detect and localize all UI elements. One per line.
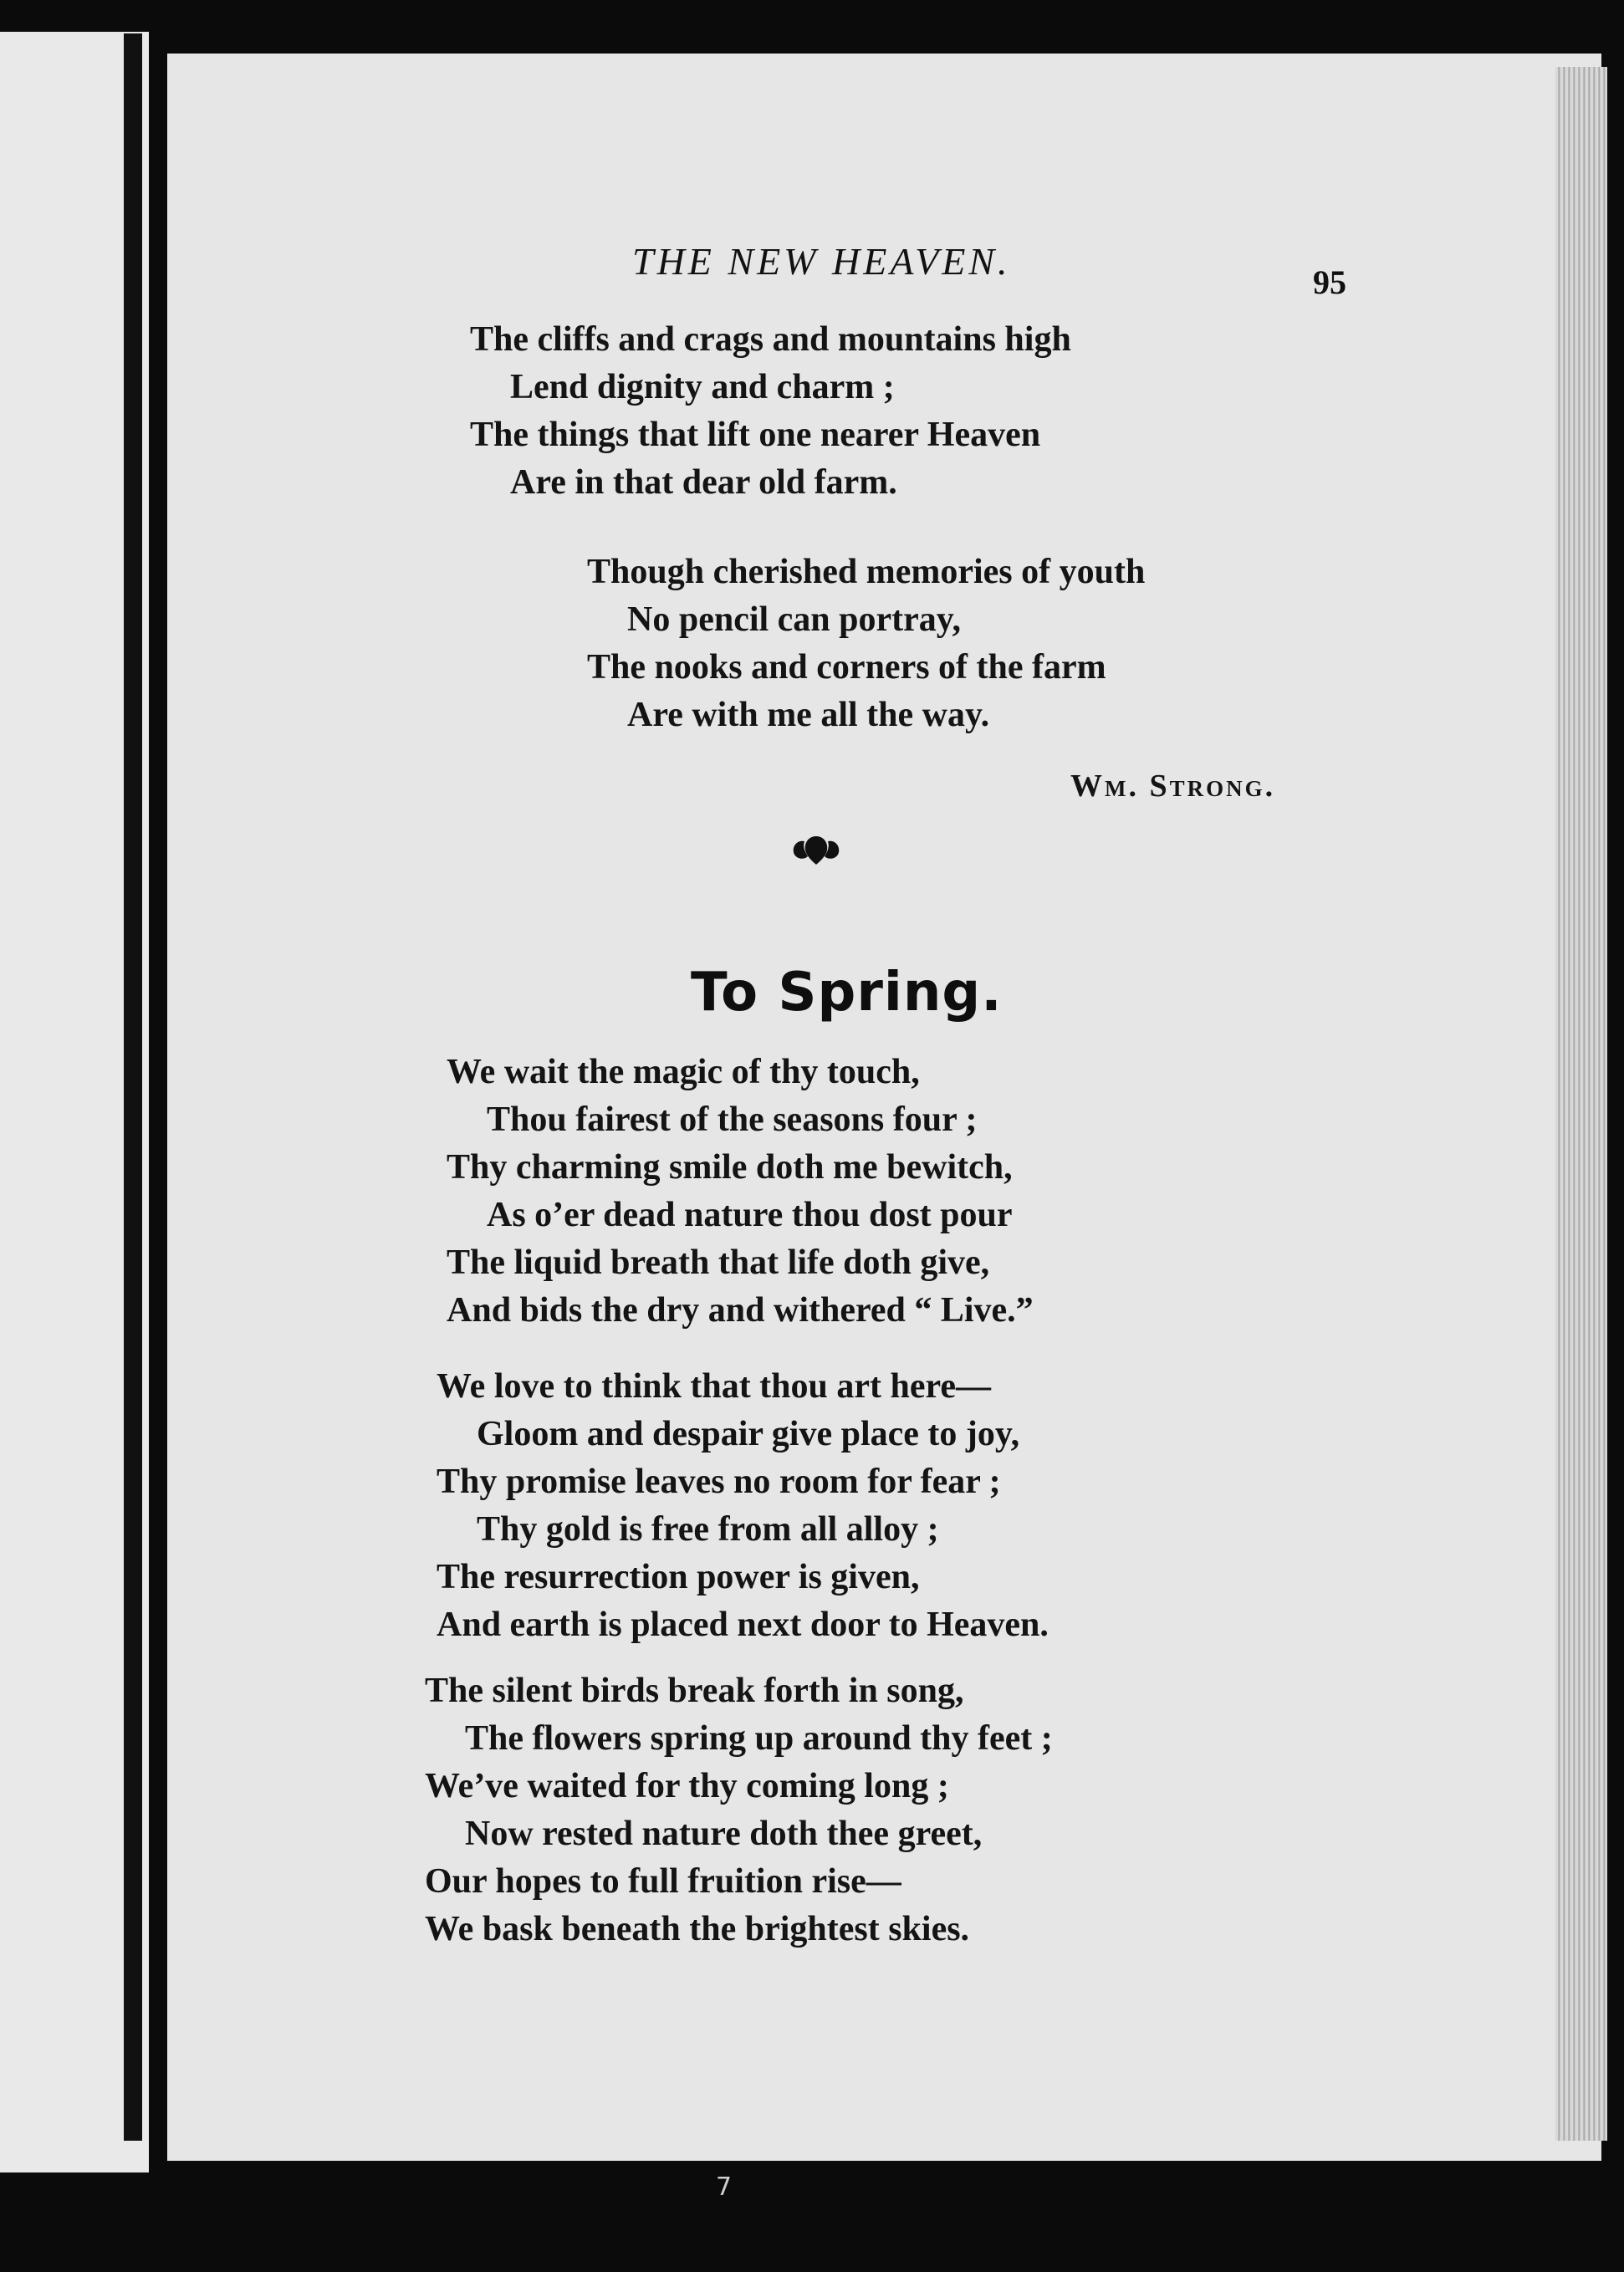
poem-line: Are in that dear old farm.	[510, 463, 897, 502]
poem1-stanza2	[587, 549, 1145, 739]
poem-line: Our hopes to full fruition rise—	[425, 1862, 901, 1901]
poem2-stanza2	[437, 1363, 1049, 1649]
poem-line: Thy promise leaves no room for fear ;	[437, 1463, 1001, 1501]
poem-line: As o’er dead nature thou dost pour	[487, 1196, 1013, 1234]
poem-line: Lend dignity and charm ;	[510, 368, 895, 406]
poem-line: And bids the dry and withered “ Live.”	[447, 1291, 1034, 1330]
poem-line: And earth is placed next door to Heaven.	[437, 1606, 1049, 1644]
poem-line: Now rested nature doth thee greet,	[465, 1815, 983, 1853]
author-signature: Wm. Strong.	[1070, 768, 1276, 804]
poem-line: The resurrection power is given,	[437, 1558, 920, 1596]
poem1-stanza1	[470, 316, 1071, 507]
poem-line: We bask beneath the brightest skies.	[425, 1910, 970, 1948]
poem-title: To Spring.	[691, 962, 1003, 1024]
poem2-stanza1	[447, 1049, 1034, 1335]
poem-line: We’ve waited for thy coming long ;	[425, 1767, 949, 1805]
poem-line: No pencil can portray,	[627, 600, 961, 639]
poem-line: The liquid breath that life doth give,	[447, 1243, 990, 1282]
poem-line: We love to think that thou art here—	[437, 1367, 992, 1406]
poem-line: The things that lift one nearer Heaven	[470, 416, 1041, 454]
poem-line: Thy charming smile doth me bewitch,	[447, 1148, 1013, 1187]
book-gutter	[124, 33, 142, 2141]
page-edges	[1555, 67, 1607, 2141]
poem2-stanza3	[425, 1667, 1053, 1953]
poem-line: Though cherished memories of youth	[587, 553, 1146, 591]
poem-line: We wait the magic of thy touch,	[447, 1053, 920, 1091]
poem-line: Thy gold is free from all alloy ;	[477, 1510, 939, 1549]
poem-line: Thou fairest of the seasons four ;	[487, 1100, 978, 1139]
poem-line: Are with me all the way.	[627, 696, 990, 734]
fleuron-icon	[789, 833, 843, 866]
page-number: 95	[1313, 263, 1346, 301]
footer-mark: 7	[716, 2172, 733, 2202]
poem-line: The silent birds break forth in song,	[425, 1672, 964, 1710]
poem-line: The cliffs and crags and mountains high	[470, 320, 1071, 359]
running-head: THE NEW HEAVEN.	[632, 240, 1011, 283]
poem-line: Gloom and despair give place to joy,	[477, 1415, 1020, 1453]
poem-line: The nooks and corners of the farm	[587, 648, 1106, 687]
poem-line: The flowers spring up around thy feet ;	[465, 1719, 1053, 1758]
